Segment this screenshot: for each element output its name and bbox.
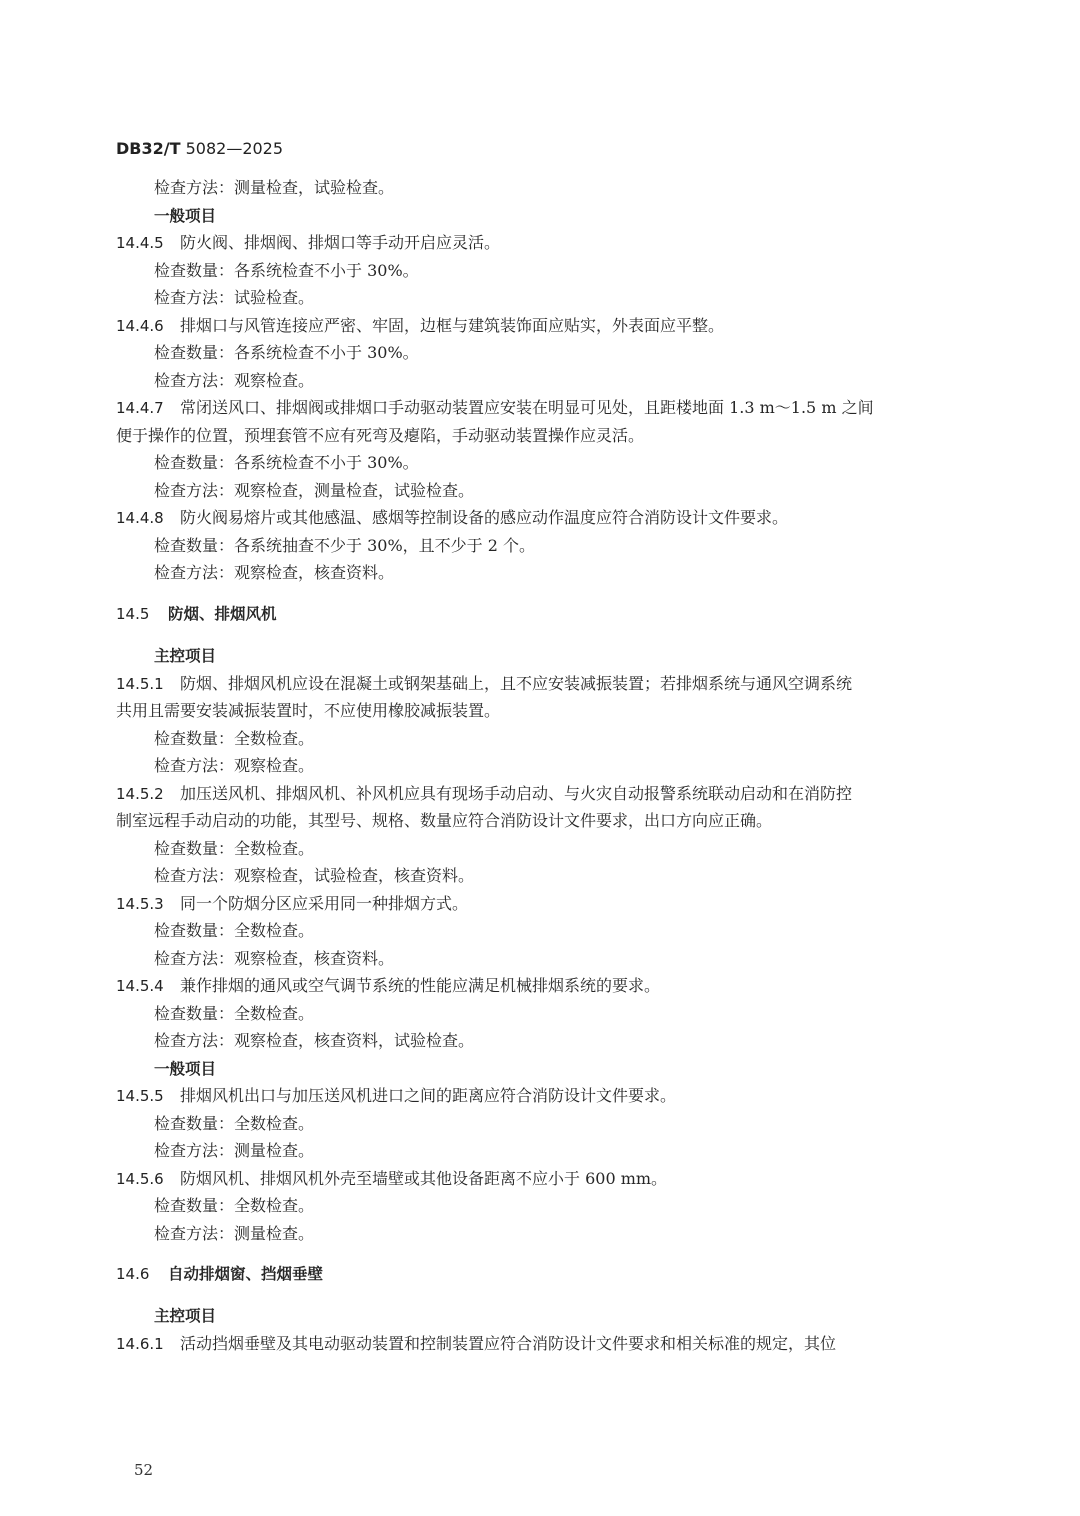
clause-text-continued: 制室远程手动启动的功能，其型号、规格、数量应符合消防设计文件要求，出口方向应正确。 <box>116 811 773 830</box>
clause-number: 14.5.1 <box>116 675 164 693</box>
check-method: 检查方法：测量检查，试验检查。 <box>154 178 395 197</box>
section-number: 14.5 <box>116 605 150 623</box>
general-items-heading: 一般项目 <box>154 1060 217 1078</box>
check-quantity: 检查数量：全数检查。 <box>154 839 315 858</box>
check-method: 检查方法：观察检查。 <box>154 371 315 390</box>
clause-number: 14.4.5 <box>116 234 164 252</box>
check-quantity: 检查数量：全数检查。 <box>154 1004 315 1023</box>
clause-number: 14.5.2 <box>116 785 164 803</box>
clause-number: 14.4.6 <box>116 317 164 335</box>
clause-14-4-6 <box>116 316 724 336</box>
clause-text: 活动挡烟垂壁及其电动驱动装置和控制装置应符合消防设计文件要求和相关标准的规定，其位 <box>180 1334 837 1353</box>
main-items-heading: 主控项目 <box>154 647 217 665</box>
check-method: 检查方法：观察检查，测量检查，试验检查。 <box>154 481 475 500</box>
clause-text: 排烟风机出口与加压送风机进口之间的距离应符合消防设计文件要求。 <box>180 1086 677 1105</box>
check-quantity: 检查数量：全数检查。 <box>154 729 315 748</box>
section-number: 14.6 <box>116 1265 150 1283</box>
check-quantity: 检查数量：各系统检查不小于 30%。 <box>154 453 419 472</box>
clause-text: 常闭送风口、排烟阀或排烟口手动驱动装置应安装在明显可见处，且距楼地面 1.3 m～1.5 m 之间 <box>180 398 874 417</box>
clause-text: 加压送风机、排烟风机、补风机应具有现场手动启动、与火灾自动报警系统联动启动和在消防控 <box>180 784 853 803</box>
check-quantity: 检查数量：各系统检查不小于 30%。 <box>154 261 419 280</box>
clause-number: 14.6.1 <box>116 1335 164 1353</box>
standard-number: 5082—2025 <box>185 139 284 158</box>
section-14-6-heading <box>116 1264 323 1284</box>
clause-text: 排烟口与风管连接应严密、牢固，边框与建筑装饰面应贴实，外表面应平整。 <box>180 316 725 335</box>
clause-14-5-6 <box>116 1169 667 1189</box>
check-method: 检查方法：观察检查，核查资料。 <box>154 563 395 582</box>
check-method: 检查方法：观察检查，核查资料。 <box>154 949 395 968</box>
clause-text-continued: 共用且需要安装减振装置时，不应使用橡胶减振装置。 <box>116 701 501 720</box>
section-title: 自动排烟窗、挡烟垂壁 <box>168 1265 324 1283</box>
clause-14-5-5 <box>116 1086 676 1106</box>
check-quantity: 检查数量：全数检查。 <box>154 1114 315 1133</box>
clause-14-5-1 <box>116 674 852 694</box>
clause-text: 防火阀、排烟阀、排烟口等手动开启应灵活。 <box>180 233 501 252</box>
section-title: 防烟、排烟风机 <box>168 605 277 623</box>
check-method: 检查方法：试验检查。 <box>154 288 315 307</box>
clause-number: 14.5.5 <box>116 1087 164 1105</box>
clause-14-4-7 <box>116 398 874 418</box>
check-quantity: 检查数量：全数检查。 <box>154 1196 315 1215</box>
clause-text: 防烟风机、排烟风机外壳至墙壁或其他设备距离不应小于 600 mm。 <box>180 1169 668 1188</box>
clause-14-5-4 <box>116 976 660 996</box>
check-method: 检查方法：测量检查。 <box>154 1224 315 1243</box>
clause-14-4-5 <box>116 233 500 253</box>
clause-14-5-3 <box>116 894 468 914</box>
page-number: 52 <box>134 1461 154 1479</box>
check-method: 检查方法：观察检查，核查资料，试验检查。 <box>154 1031 475 1050</box>
check-quantity: 检查数量：各系统抽查不少于 30%，且不少于 2 个。 <box>154 536 536 555</box>
section-14-5-heading <box>116 604 277 624</box>
clause-14-4-8 <box>116 508 788 528</box>
clause-number: 14.4.8 <box>116 509 164 527</box>
general-items-heading: 一般项目 <box>154 207 217 225</box>
main-items-heading: 主控项目 <box>154 1307 217 1325</box>
document-header <box>116 139 283 158</box>
clause-text: 防火阀易熔片或其他感温、感烟等控制设备的感应动作温度应符合消防设计文件要求。 <box>180 508 789 527</box>
check-method: 检查方法：观察检查，试验检查，核查资料。 <box>154 866 475 885</box>
clause-14-5-2 <box>116 784 852 804</box>
clause-14-6-1 <box>116 1334 836 1354</box>
clause-text: 防烟、排烟风机应设在混凝土或钢架基础上，且不应安装减振装置；若排烟系统与通风空调系统 <box>180 674 853 693</box>
check-method: 检查方法：观察检查。 <box>154 756 315 775</box>
check-method: 检查方法：测量检查。 <box>154 1141 315 1160</box>
clause-number: 14.5.3 <box>116 895 164 913</box>
check-quantity: 检查数量：全数检查。 <box>154 921 315 940</box>
check-quantity: 检查数量：各系统检查不小于 30%。 <box>154 343 419 362</box>
clause-number: 14.5.6 <box>116 1170 164 1188</box>
clause-text: 兼作排烟的通风或空气调节系统的性能应满足机械排烟系统的要求。 <box>180 976 661 995</box>
clause-number: 14.4.7 <box>116 399 164 417</box>
standard-code: DB32/T <box>116 139 181 158</box>
clause-text: 同一个防烟分区应采用同一种排烟方式。 <box>180 894 469 913</box>
clause-number: 14.5.4 <box>116 977 164 995</box>
clause-text-continued: 便于操作的位置，预埋套管不应有死弯及瘪陷，手动驱动装置操作应灵活。 <box>116 426 645 445</box>
